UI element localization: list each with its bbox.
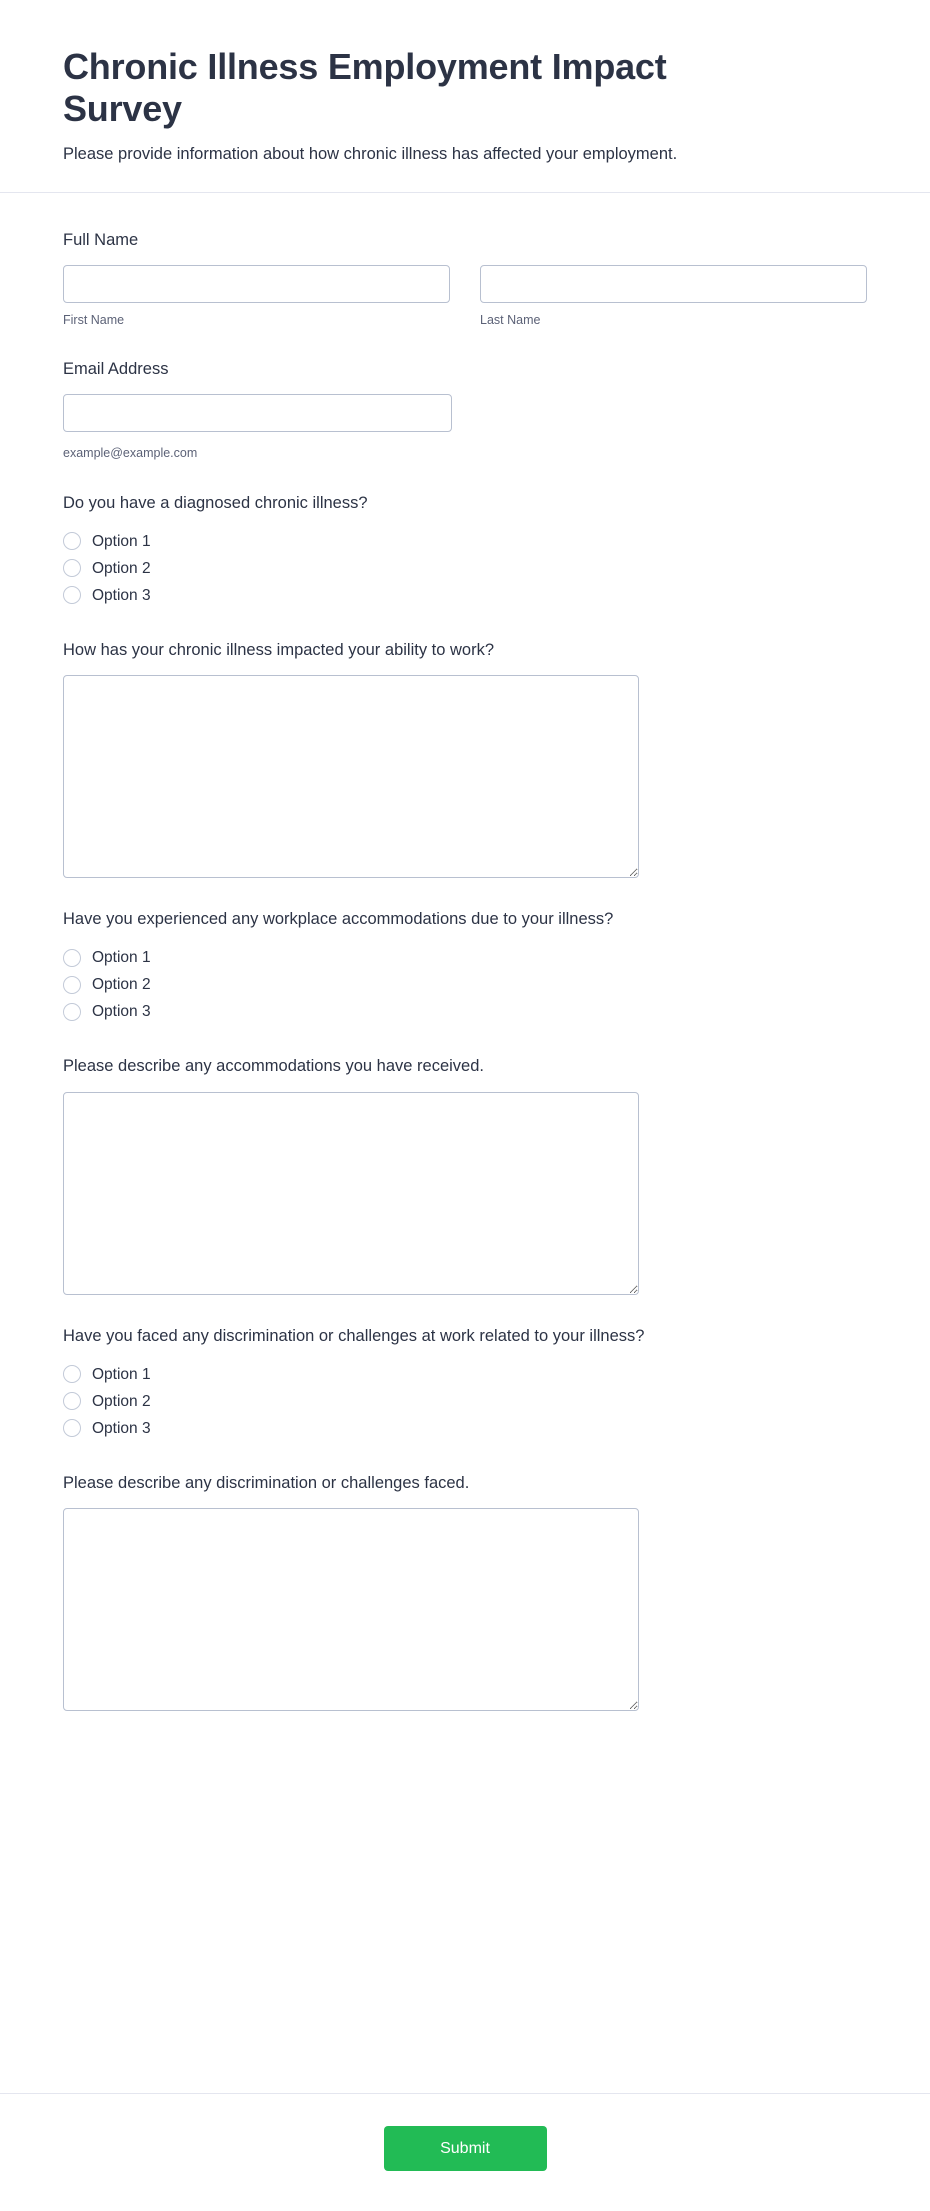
page-title: Chronic Illness Employment Impact Survey (63, 46, 667, 129)
question-accommodations (63, 908, 867, 1025)
email-hint: example@example.com (63, 446, 198, 461)
question-diagnosed (63, 492, 867, 609)
form-footer (0, 2093, 930, 2211)
radio-icon[interactable] (63, 976, 81, 994)
last-name-sublabel: Last Name (480, 312, 541, 327)
accommodations-radio-group (63, 944, 867, 1025)
discrimination-option-1[interactable] (63, 1361, 867, 1388)
question-discrimination-describe (63, 1472, 867, 1711)
discrimination-radio-group (63, 1361, 867, 1442)
accommodations-label: Have you experienced any workplace accommodations due to your illness? (63, 910, 614, 929)
radio-icon[interactable] (63, 559, 81, 577)
radio-icon[interactable] (63, 1365, 81, 1383)
accommodations-option-3[interactable] (63, 998, 867, 1025)
question-discrimination (63, 1325, 867, 1442)
last-name-input[interactable] (480, 265, 867, 303)
last-name-group (480, 265, 867, 328)
accommodations-option-1-label: Option 1 (92, 949, 151, 967)
radio-icon[interactable] (63, 532, 81, 550)
question-full-name (63, 229, 867, 329)
submit-button[interactable]: Submit (384, 2126, 547, 2171)
discrimination-option-2-label: Option 2 (92, 1392, 151, 1410)
discrimination-describe-label: Please describe any discrimination or challenges faced. (63, 1473, 470, 1492)
email-label: Email Address (63, 360, 169, 379)
question-impact-work (63, 639, 867, 878)
discrimination-describe-textarea[interactable] (63, 1508, 639, 1711)
accommodations-option-2[interactable] (63, 971, 867, 998)
diagnosed-option-3-label: Option 3 (92, 586, 151, 604)
full-name-row (63, 265, 867, 328)
full-name-label: Full Name (63, 230, 139, 249)
accommodations-option-1[interactable] (63, 944, 867, 971)
first-name-input[interactable] (63, 265, 450, 303)
radio-icon[interactable] (63, 1392, 81, 1410)
form-body (0, 193, 930, 2067)
form-header (0, 0, 930, 193)
accommodations-describe-label: Please describe any accommodations you have received. (63, 1057, 484, 1076)
email-input[interactable] (63, 394, 452, 432)
discrimination-option-3-label: Option 3 (92, 1419, 151, 1437)
diagnosed-option-2-label: Option 2 (92, 559, 151, 577)
discrimination-option-2[interactable] (63, 1388, 867, 1415)
diagnosed-option-1-label: Option 1 (92, 532, 151, 550)
impact-work-textarea[interactable] (63, 675, 639, 878)
diagnosed-option-2[interactable] (63, 555, 867, 582)
discrimination-option-3[interactable] (63, 1415, 867, 1442)
first-name-sublabel: First Name (63, 312, 125, 327)
first-name-group (63, 265, 450, 328)
diagnosed-radio-group (63, 528, 867, 609)
radio-icon[interactable] (63, 586, 81, 604)
radio-icon[interactable] (63, 1419, 81, 1437)
diagnosed-option-3[interactable] (63, 582, 867, 609)
accommodations-describe-textarea[interactable] (63, 1092, 639, 1295)
diagnosed-option-1[interactable] (63, 528, 867, 555)
diagnosed-label: Do you have a diagnosed chronic illness? (63, 493, 368, 512)
discrimination-label: Have you faced any discrimination or challenges at work related to your illness? (63, 1326, 645, 1345)
question-accommodations-describe (63, 1055, 867, 1294)
accommodations-option-3-label: Option 3 (92, 1003, 151, 1021)
question-email (63, 358, 867, 462)
accommodations-option-2-label: Option 2 (92, 976, 151, 994)
radio-icon[interactable] (63, 949, 81, 967)
discrimination-option-1-label: Option 1 (92, 1365, 151, 1383)
radio-icon[interactable] (63, 1003, 81, 1021)
form-description: Please provide information about how chronic illness has affected your employment. (63, 144, 678, 163)
impact-work-label: How has your chronic illness impacted your ability to work? (63, 640, 495, 659)
